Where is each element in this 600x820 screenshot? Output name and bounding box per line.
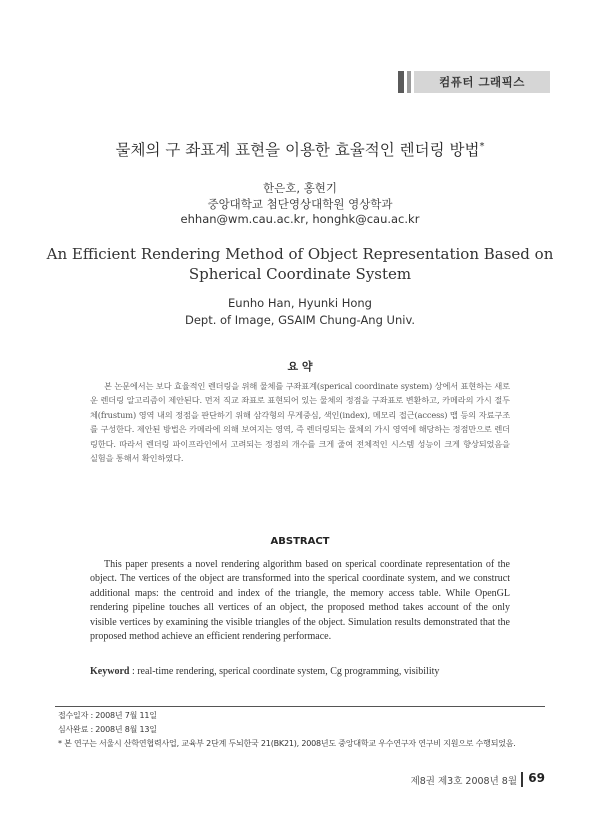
- abstract-en-heading: ABSTRACT: [270, 536, 330, 547]
- abstract-en-body: This paper presents a novel rendering algorithm based on sperical coordinate representation of the object. The vertices of the object are transformed into the sperical coordinate system, and we construct additional maps: the centroid and index of the triangle, the memory access table. While OpenGL rendering pipeline touches all vertices of an object, the proposed method takes account of the only visible vertices by examining the visible triangles of the object. Simulation results demonstrated that the proposed method achieve an efficient rendering performace.: [90, 559, 510, 643]
- footnote-received: 접수일자 : 2008년 7월 11일: [58, 711, 157, 720]
- tag-bar-dark: [398, 71, 404, 93]
- section-label: 컴퓨터 그래픽스: [414, 71, 550, 93]
- footer-separator: [521, 772, 523, 787]
- affiliation-ko: 중앙대학교 첨단영상대학원 영상학과: [207, 197, 393, 211]
- footnote-accepted: 심사완료 : 2008년 8월 13일: [58, 725, 157, 734]
- paper-title-en: [0, 244, 600, 284]
- title-ko-text: 물체의 구 좌표계 표현을 이용한 효율적인 렌더링 방법: [115, 141, 480, 159]
- footnote-funding: * 본 연구는 서울시 산학연협력사업, 교육부 2단계 두뇌한국 21(BK21), 2008년도 중앙대학교 우수연구자 연구비 지원으로 수행되었음.: [58, 739, 516, 748]
- authors-ko: 한은호, 홍현기: [263, 181, 337, 195]
- keyword-label: Keyword: [90, 666, 130, 677]
- title-footnote-mark: *: [479, 140, 485, 152]
- title-en-line-2: Spherical Coordinate System: [188, 265, 412, 283]
- keyword-list: : real-time rendering, sperical coordinate system, Cg programming, visibility: [129, 666, 440, 677]
- section-tag: [398, 71, 550, 93]
- page-number: 69: [528, 771, 545, 785]
- authors-en: Eunho Han, Hyunki Hong: [228, 296, 372, 310]
- abstract-ko-heading: 요 약: [287, 360, 313, 373]
- page-footer: [300, 772, 545, 788]
- title-en-line-1: An Efficient Rendering Method of Object Representation Based on: [46, 245, 554, 263]
- keywords: [90, 666, 510, 677]
- paper-title-ko: [0, 138, 600, 160]
- tag-bar-light: [407, 71, 411, 93]
- affiliation-en: Dept. of Image, GSAIM Chung-Ang Univ.: [184, 313, 416, 327]
- abstract-ko-body: 본 논문에서는 보다 효율적인 렌더링을 위해 물체를 구좌표계(sperical coordinate system) 상에서 표현하는 새로운 렌더링 알고리즘이 제안된다. 먼저 직교 좌표로 표현되어 있는 물체의 정점을 구좌표로 변환하고, 카메라의 가시 절두체(frustum) 영역 내의 정점을 판단하기 위해 삼각형의 무게중심, 색인(index), 메모리 접근(access) 맵 등의 자료구조를 구성한다. 제안된 방법은 카메라에 의해 보여지는 영역, 즉 렌더링되는 물체의 가시 영역에 해당하는 정점만으로 렌더링한다. 따라서 렌더링 파이프라인에서 고려되는 정점의 개수를 크게 줄여 전체적인 시스템 성능이 크게 향상되었음을 실험을 통해서 확인하였다.: [90, 381, 510, 464]
- journal-issue: 제8권 제3호 2008년 8월: [410, 776, 517, 787]
- author-emails: ehhan@wm.cau.ac.kr, honghk@cau.ac.kr: [180, 212, 420, 226]
- footnote-divider: [55, 706, 545, 707]
